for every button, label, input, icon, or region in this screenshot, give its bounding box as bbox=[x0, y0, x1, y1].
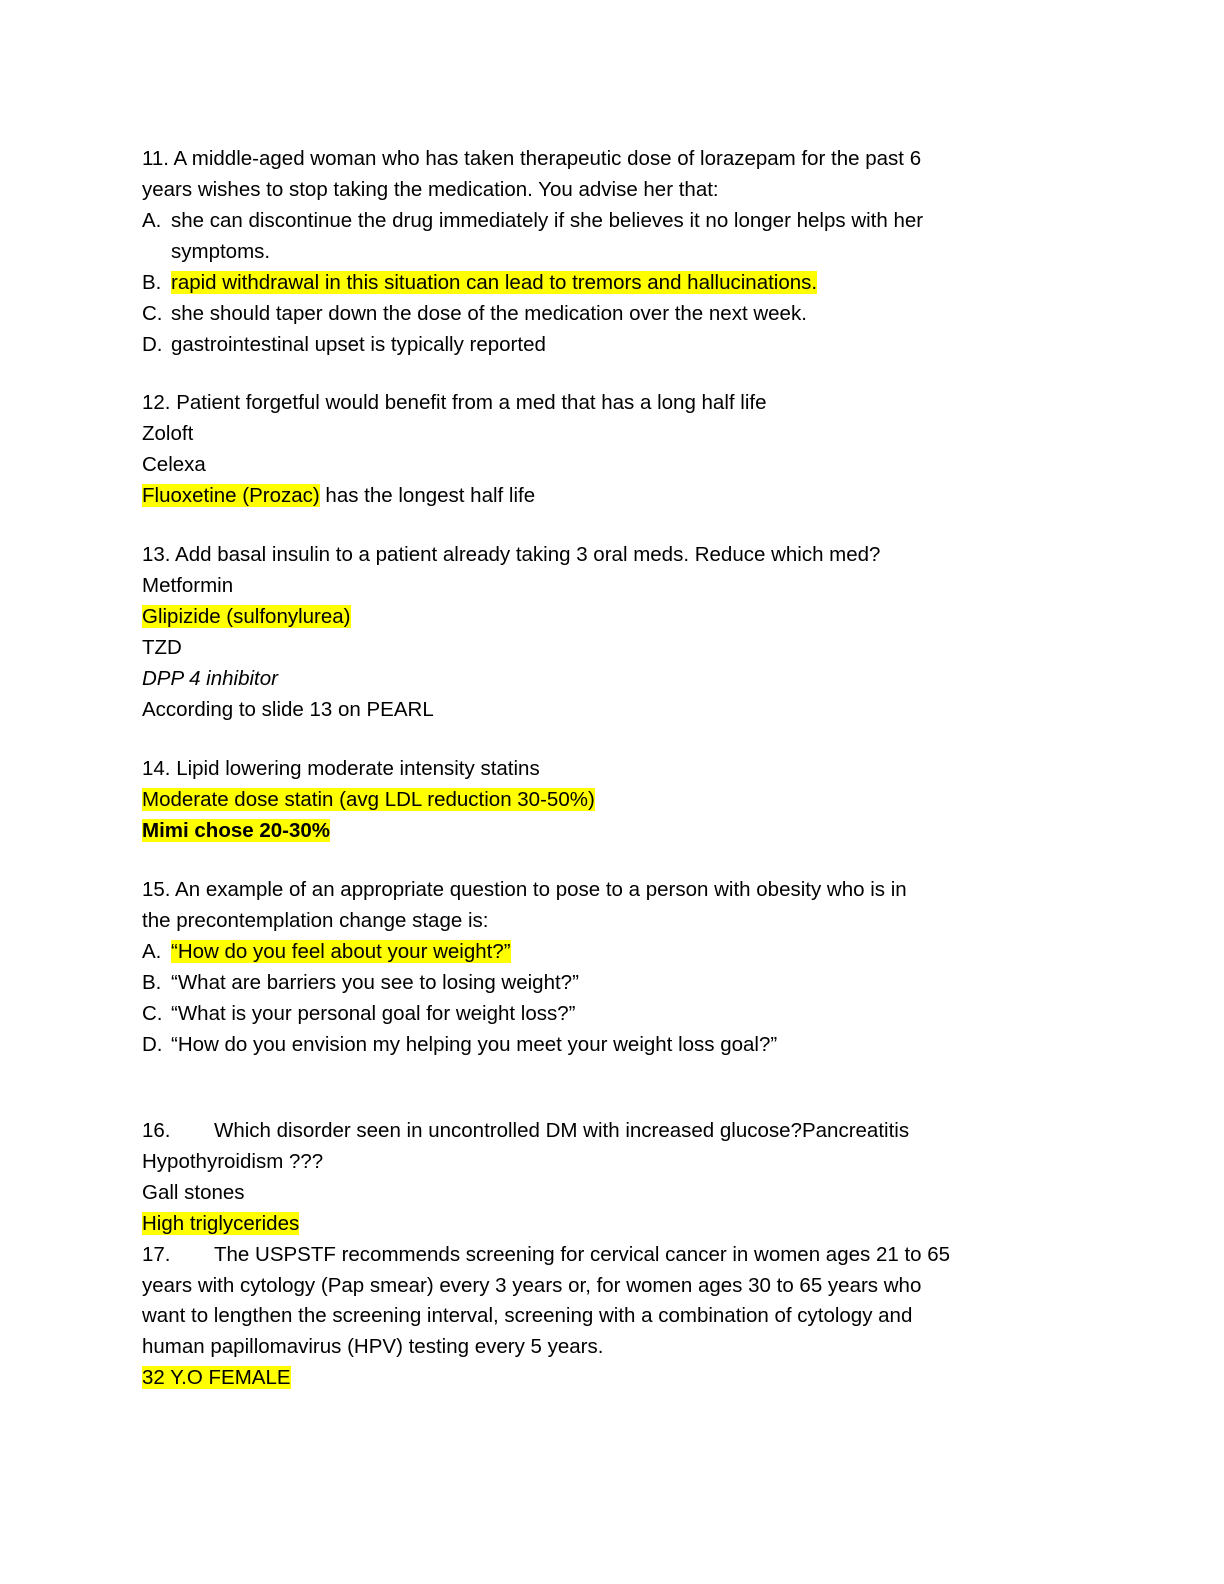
q13-option-metformin: Metformin bbox=[142, 574, 234, 597]
q15-stem-line2: the precontemplation change stage is: bbox=[142, 909, 489, 932]
q12-answer-line bbox=[142, 483, 535, 509]
q13-option-tzd: TZD bbox=[142, 636, 182, 659]
q15-option-d: “How do you envision my helping you meet your weight loss goal?” bbox=[171, 1033, 778, 1056]
q11-option-d: gastrointestinal upset is typically reported bbox=[171, 333, 546, 356]
q11-option-b-label: B. bbox=[142, 271, 162, 294]
q16-answer: High triglycerides bbox=[142, 1212, 300, 1235]
q12-stem: 12. Patient forgetful would benefit from a med that has a long half life bbox=[142, 391, 767, 414]
q11-option-d-label: D. bbox=[142, 333, 163, 356]
q15-option-a-label: A. bbox=[142, 940, 162, 963]
q16-stem: Which disorder seen in uncontrolled DM with increased glucose?Pancreatitis bbox=[214, 1119, 910, 1142]
q16-option-gallstones: Gall stones bbox=[142, 1181, 245, 1204]
q14-answer: Moderate dose statin (avg LDL reduction 30-50%) bbox=[142, 788, 595, 811]
q12-option-celexa: Celexa bbox=[142, 453, 206, 476]
q15-option-b-label: B. bbox=[142, 971, 162, 994]
q17-stem-line2: years with cytology (Pap smear) every 3 years or, for women ages 30 to 65 years who bbox=[142, 1274, 922, 1297]
q12-option-zoloft: Zoloft bbox=[142, 422, 194, 445]
q15-option-b: “What are barriers you see to losing weight?” bbox=[171, 971, 579, 994]
q17-answer: 32 Y.O FEMALE bbox=[142, 1366, 291, 1389]
q11-option-c: she should taper down the dose of the medication over the next week. bbox=[171, 302, 807, 325]
q16-stem-line bbox=[142, 1118, 909, 1144]
q15-option-c: “What is your personal goal for weight loss?” bbox=[171, 1002, 576, 1025]
q17-stem-line1 bbox=[142, 1242, 950, 1268]
q11-stem-line1: 11. A middle-aged woman who has taken therapeutic dose of lorazepam for the past 6 bbox=[142, 147, 922, 170]
q12-answer: Fluoxetine (Prozac) bbox=[142, 484, 320, 507]
q11-option-c-label: C. bbox=[142, 302, 163, 325]
q15-option-c-label: C. bbox=[142, 1002, 163, 1025]
q15-option-a-answer: “How do you feel about your weight?” bbox=[171, 940, 511, 963]
q13-stem: 13. Add basal insulin to a patient already taking 3 oral meds. Reduce which med? bbox=[142, 543, 881, 566]
q17-stem1: The USPSTF recommends screening for cervical cancer in women ages 21 to 65 bbox=[214, 1243, 951, 1266]
q13-note: According to slide 13 on PEARL bbox=[142, 698, 434, 721]
q17-number: 17. bbox=[142, 1243, 171, 1266]
q11-stem-line2: years wishes to stop taking the medication. You advise her that: bbox=[142, 178, 719, 201]
q11-option-b-answer: rapid withdrawal in this situation can lead to tremors and hallucinations. bbox=[171, 271, 818, 294]
q14-note: Mimi chose 20-30% bbox=[142, 819, 330, 842]
q12-answer-note: has the longest half life bbox=[319, 484, 536, 507]
q14-stem: 14. Lipid lowering moderate intensity statins bbox=[142, 757, 540, 780]
q15-stem-line1: 15. An example of an appropriate question to pose to a person with obesity who is in bbox=[142, 878, 907, 901]
q11-option-a-label: A. bbox=[142, 209, 162, 232]
q11-option-a-line2: symptoms. bbox=[171, 240, 271, 263]
q13-option-dpp4: DPP 4 inhibitor bbox=[142, 667, 278, 690]
q17-stem-line4: human papillomavirus (HPV) testing every 5 years. bbox=[142, 1335, 604, 1358]
q17-stem-line3: want to lengthen the screening interval, screening with a combination of cytology and bbox=[142, 1304, 913, 1327]
q11-option-a-line1: she can discontinue the drug immediately if she believes it no longer helps with her bbox=[171, 209, 924, 232]
q15-option-d-label: D. bbox=[142, 1033, 163, 1056]
q16-option-hypothyroidism: Hypothyroidism ??? bbox=[142, 1150, 324, 1173]
q13-answer: Glipizide (sulfonylurea) bbox=[142, 605, 351, 628]
q16-number: 16. bbox=[142, 1119, 171, 1142]
